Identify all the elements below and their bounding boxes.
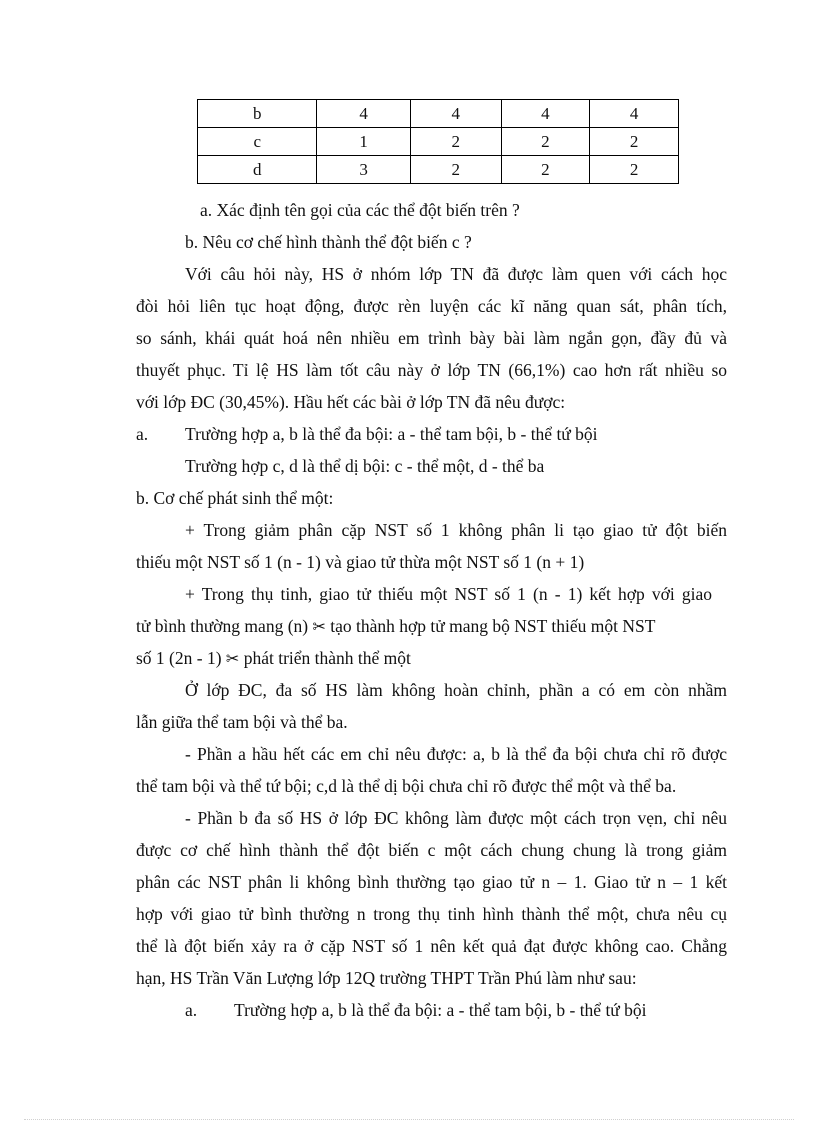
dc-paragraph-line: thể tam bội và thể tứ bội; c,d là thể dị bội chưa chỉ rõ được thể một và thể ba. xyxy=(136,776,677,796)
dc-paragraph-line: - Phần a hầu hết các em chỉ nêu được: a, b là thể đa bội chưa chỉ rõ được xyxy=(185,744,727,764)
answer-a-line xyxy=(136,423,598,445)
mechanism-line: thiếu một NST số 1 (n - 1) và giao tử thừa một NST số 1 (n + 1) xyxy=(136,552,585,572)
dc-paragraph-line: được cơ chế hình thành thể đột biến c một cách chung chung là trong giảm xyxy=(136,840,727,860)
mechanism-text: tạo thành hợp tử mang bộ NST thiếu một NST xyxy=(330,616,656,636)
mechanism-text: phát triển thành thể một xyxy=(243,648,411,668)
mechanism-line: + Trong thụ tinh, giao tử thiếu một NST số 1 (n - 1) kết hợp với giao xyxy=(185,584,712,604)
answer-a2-line: Trường hợp c, d là thể dị bội: c - thể một, d - thể ba xyxy=(185,456,545,476)
row-label-cell: d xyxy=(198,156,317,184)
table-cell: 1 xyxy=(317,128,411,156)
table-row xyxy=(198,100,679,128)
table-cell: 2 xyxy=(590,128,679,156)
table-cell: 2 xyxy=(410,128,501,156)
student-answer-line xyxy=(185,999,647,1021)
page-bottom-divider xyxy=(24,1119,794,1120)
paragraph-line: với lớp ĐC (30,45%). Hầu hết các bài ở lớp TN đã nêu được: xyxy=(136,392,566,412)
dc-paragraph-line: thể là đột biến xảy ra ở cặp NST số 1 nên kết quả đạt được không cao. Chẳng xyxy=(136,936,727,956)
table-cell: 2 xyxy=(501,156,590,184)
table-cell: 4 xyxy=(317,100,411,128)
mechanism-line xyxy=(136,647,411,670)
dc-paragraph-line: lẫn giữa thể tam bội và thể ba. xyxy=(136,712,348,732)
paragraph-line: Với câu hỏi này, HS ở nhóm lớp TN đã được làm quen với cách học xyxy=(185,264,727,284)
list-label: a. xyxy=(136,424,149,444)
chromosome-table xyxy=(197,99,679,184)
table-row xyxy=(198,156,679,184)
list-label: a. xyxy=(185,1000,198,1020)
dc-paragraph-line: hợp với giao tử bình thường n trong thụ tinh hình thành thể một, chưa nêu cụ xyxy=(136,904,727,924)
paragraph-line: so sánh, khái quát hoá nên nhiều em trình bày bài làm ngắn gọn, đầy đủ và xyxy=(136,328,727,348)
table-row xyxy=(198,128,679,156)
paragraph-line: thuyết phục. Tỉ lệ HS làm tốt câu này ở lớp TN (66,1%) cao hơn rất nhiều so xyxy=(136,360,727,380)
table-cell: 2 xyxy=(501,128,590,156)
dc-paragraph-line: hạn, HS Trần Văn Lượng lớp 12Q trường THPT Trần Phú làm như sau: xyxy=(136,968,637,988)
table-cell: 2 xyxy=(590,156,679,184)
row-label-cell: b xyxy=(198,100,317,128)
mechanism-line: + Trong giảm phân cặp NST số 1 không phân li tạo giao tử đột biến xyxy=(185,520,727,540)
dc-paragraph-line: - Phần b đa số HS ở lớp ĐC không làm được một cách trọn vẹn, chỉ nêu xyxy=(185,808,727,828)
mechanism-text: tử bình thường mang (n) xyxy=(136,616,309,636)
mechanism-heading: b. Cơ chế phát sinh thể một: xyxy=(136,488,334,508)
table-cell: 4 xyxy=(590,100,679,128)
answer-a-text: Trường hợp a, b là thể đa bội: a - thể tam bội, b - thể tứ bội xyxy=(185,424,598,444)
table-cell: 4 xyxy=(410,100,501,128)
table-cell: 2 xyxy=(410,156,501,184)
dc-paragraph-line: phân các NST phân li không bình thường tạo giao tử n – 1. Giao tử n – 1 kết xyxy=(136,872,727,892)
paragraph-line: đòi hỏi liên tục hoạt động, được rèn luyện các kĩ năng quan sát, phân tích, xyxy=(136,296,727,316)
mechanism-line xyxy=(136,615,655,638)
table-cell: 3 xyxy=(317,156,411,184)
scissors-icon: ✂ xyxy=(312,617,326,636)
question-b: b. Nêu cơ chế hình thành thể đột biến c ? xyxy=(185,232,472,252)
dc-paragraph-line: Ở lớp ĐC, đa số HS làm không hoàn chỉnh, phần a có em còn nhầm xyxy=(185,680,727,700)
question-a: a. Xác định tên gọi của các thể đột biến trên ? xyxy=(200,200,520,220)
mechanism-text: số 1 (2n - 1) xyxy=(136,648,222,668)
student-answer-text: Trường hợp a, b là thể đa bội: a - thể tam bội, b - thể tứ bội xyxy=(234,1000,647,1020)
scissors-icon: ✂ xyxy=(225,649,240,668)
row-label-cell: c xyxy=(198,128,317,156)
table-cell: 4 xyxy=(501,100,590,128)
